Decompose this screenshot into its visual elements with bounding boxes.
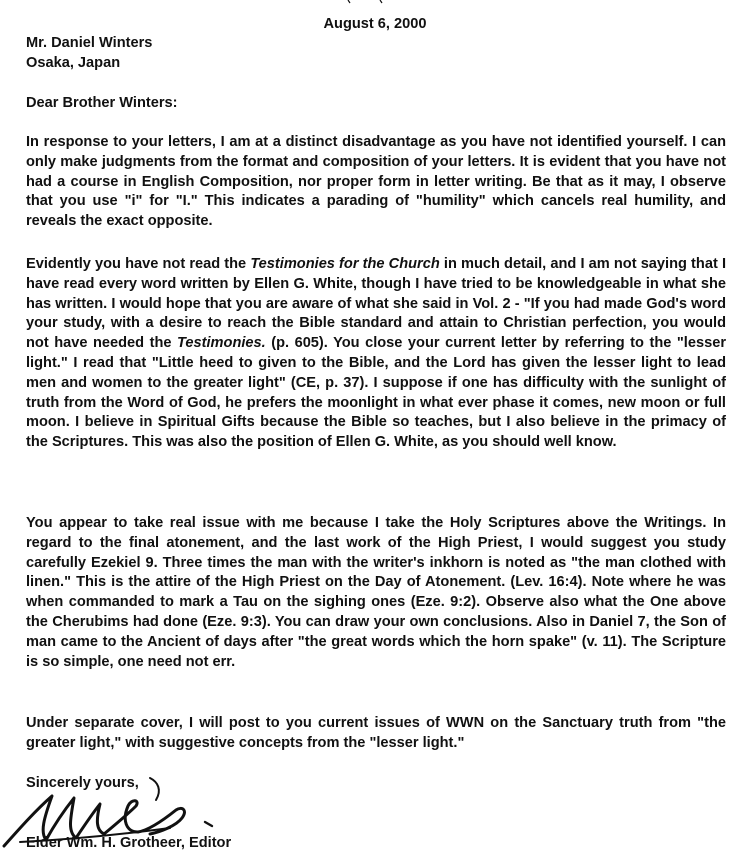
paragraph-4: Under separate cover, I will post to you current issues of WWN on the Sanctuary truth from "the greater light," with suggestive concepts from the "lesser light."	[26, 715, 726, 751]
recipient-location: Osaka, Japan	[26, 55, 121, 71]
p2-text-e: (p. 605). You close your current letter by referring to the "lesser light." I read that "Little heed to given to the Bible, and the Lord has given the lesser light to lead men and women to the greater light" (CE, p. 37). I suppose if one has difficulty with the sunlight of truth from the Word of God, he prefers the moonlight in what ever phase it comes, new moon or full moon. I believe in Spiritual Gifts because the Bible so teaches, but I also believe in the primacy of the Scriptures. This was also the position of Ellen G. White, as you should well know.	[26, 335, 727, 451]
scan-mark	[340, 0, 400, 4]
recipient-address	[26, 34, 152, 74]
paragraph-2	[26, 255, 726, 453]
paragraph-3: You appear to take real issue with me because I take the Holy Scriptures above the Writings. In regard to the final atonement, and the last work of the High Priest, I would suggest you study carefully Ezekiel 9. Three times the man with the writer's inkhorn is noted as "the man clothed with linen." This is the attire of the High Priest on the Day of Atonement. (Lev. 16:4). Note where he was when commanded to mark a Tau on the sighing ones (Eze. 9:2). Observe also what the One above the Cherubims had done (Eze. 9:3). You can draw your own conclusions. Also in Daniel 7, the Son of man came to the Ancient of days after "the great words which the horn spake" (v. 11). The Scripture is so simple, one need not err.	[26, 515, 726, 670]
p2-title-testimonies-for-the-church: Testimonies for the Church	[250, 256, 440, 272]
salutation: Dear Brother Winters:	[26, 95, 178, 111]
paragraph-1: In response to your letters, I am at a distinct disadvantage as you have not identified yourself. I can only make judgments from the format and composition of your letters. It is evident that you have not had a course in English Composition, nor proper form in letter writing. Be that as it may, I observe that you use "i" for "I." This indicates a parading of "humility" which cancels real humility, and reveals the exact opposite.	[26, 134, 726, 230]
letter-date: August 6, 2000	[323, 16, 427, 32]
closing: Sincerely yours,	[26, 775, 139, 791]
p2-title-testimonies: Testimonies.	[177, 335, 266, 352]
recipient-name: Mr. Daniel Winters	[26, 35, 153, 51]
signer-name: Elder Wm. H. Grotheer, Editor	[26, 835, 232, 851]
p2-text-a: Evidently you have not read the	[26, 256, 251, 272]
p2-text-c: in much detail, and I am not saying that I have read every word written by Ellen G. White, though I have tried to be knowledgeable in what she has written. I would hope that you are aware of what she said in Vol. 2 - "If you had made God's word your study, with a desire to reach the Bible standard and attain to Christian perfection, you would not have needed the	[26, 256, 726, 352]
